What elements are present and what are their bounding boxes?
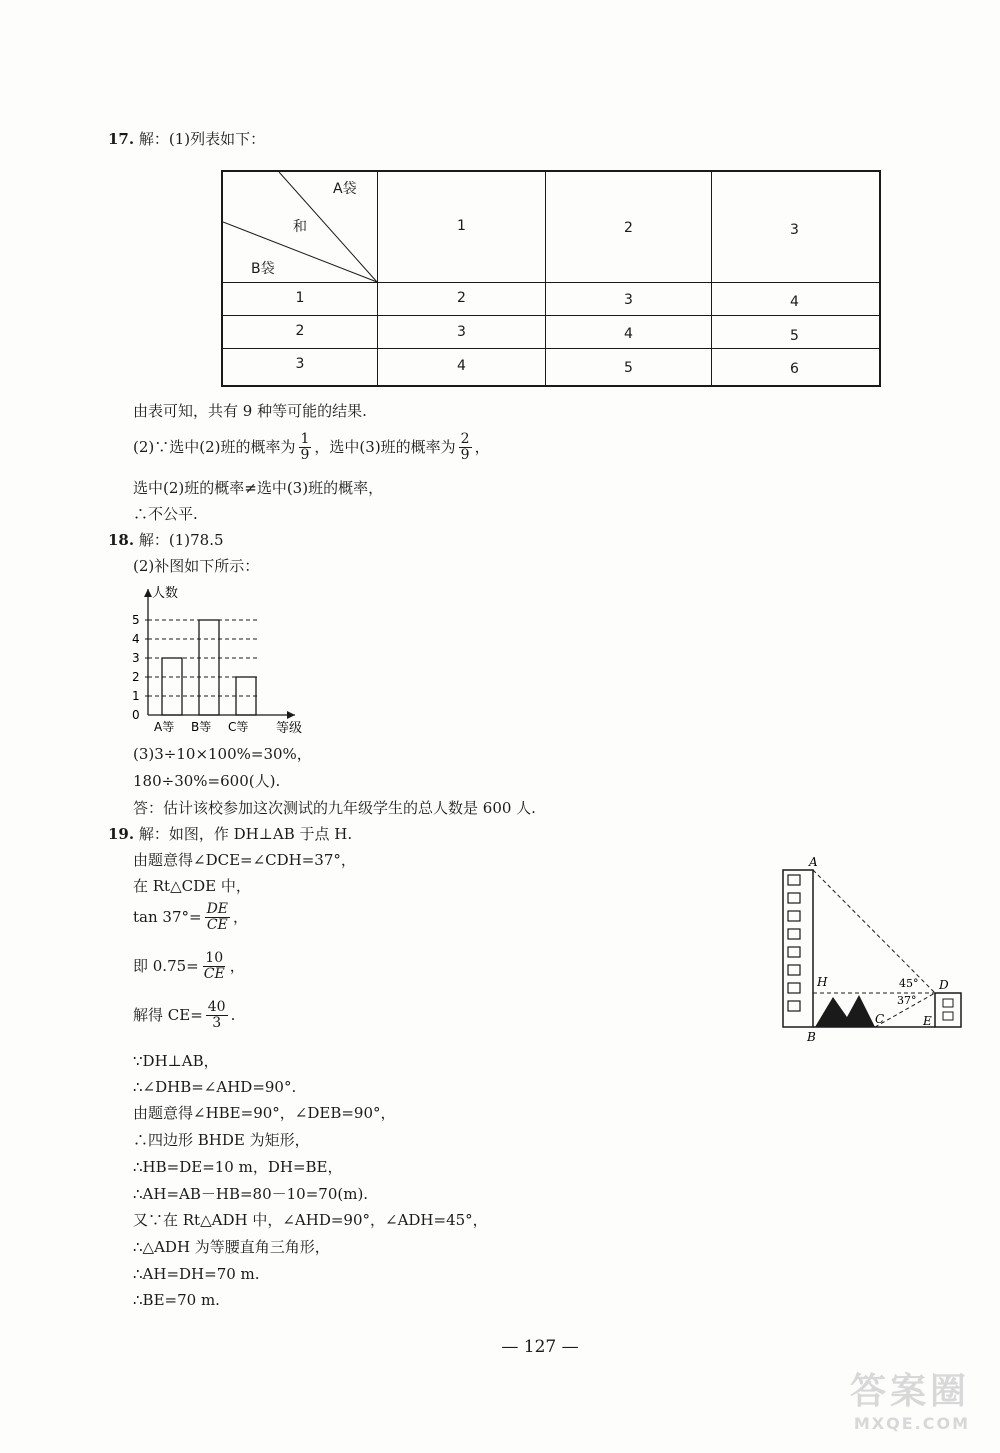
q19-line11: ∴HB=DE=10 m，DH=BE， <box>133 1158 343 1176</box>
chart-y-tick-label: 3 <box>132 651 140 665</box>
q19-line4-pre: tan 37°= <box>133 907 202 926</box>
corner-col-label: A袋 <box>333 181 357 197</box>
q19-number: 19. <box>108 825 135 843</box>
row-label: 2 <box>295 323 305 339</box>
q18-intro: 解：(1)78.5 <box>138 531 224 549</box>
frac-denominator: 9 <box>460 447 470 464</box>
point-b-label: B <box>807 1030 816 1044</box>
table-cell: 4 <box>790 294 799 310</box>
fraction-de-ce <box>205 902 230 934</box>
point-a-label: A <box>809 855 818 869</box>
frac-numerator: 1 <box>300 431 310 447</box>
q19-line5-pre: 即 0.75= <box>133 956 199 975</box>
col-header: 2 <box>624 220 633 236</box>
point-e-label: E <box>923 1014 932 1028</box>
q19-line6-pre: 解得 CE= <box>133 1005 203 1024</box>
q17-line4: ∴不公平. <box>133 505 198 523</box>
q19-line10: ∴四边形 BHDE 为矩形， <box>133 1131 310 1149</box>
watermark-logo <box>850 1363 970 1433</box>
q18-number: 18. <box>108 531 135 549</box>
angle-45-label: 45° <box>899 977 919 990</box>
frac-numerator: 40 <box>207 999 226 1015</box>
corner-row-label: B袋 <box>251 261 275 277</box>
angle-37-label: 37° <box>897 994 917 1007</box>
q18-line2: (2)补图如下所示： <box>133 557 260 575</box>
bar-chart <box>120 583 320 738</box>
table-cell: 5 <box>624 360 633 376</box>
table-row-divider <box>223 348 879 349</box>
chart-x-label: 等级 <box>276 721 303 736</box>
q19-line4 <box>133 902 248 934</box>
q17-line1: 由表可知，共有 9 种等可能的结果. <box>133 402 367 420</box>
watermark-line2: MXQE.COM <box>853 1414 970 1433</box>
q19-line3: 在 Rt△CDE 中， <box>133 877 251 895</box>
frac-denominator: CE <box>206 917 228 934</box>
frac-numerator: 10 <box>205 950 224 966</box>
chart-axes <box>132 589 295 734</box>
table-col-divider <box>711 172 712 385</box>
row-label: 1 <box>295 290 305 306</box>
chart-y-label: 人数 <box>152 586 179 601</box>
q17-line3: 选中(2)班的概率≠选中(3)班的概率， <box>133 479 384 497</box>
table-cell: 5 <box>790 328 799 344</box>
table-col-divider <box>545 172 546 385</box>
table-cell: 6 <box>790 361 799 377</box>
q19-line7: ∵DH⊥AB， <box>133 1052 219 1070</box>
fraction-40-3 <box>206 1000 228 1032</box>
q18-line4: 180÷30%=600(人). <box>133 772 281 790</box>
q19-heading <box>108 825 352 843</box>
table-row-divider <box>223 315 879 316</box>
q19-line13: 又∵在 Rt△ADH 中，∠AHD=90°，∠ADH=45°， <box>133 1211 488 1229</box>
q19-line5 <box>133 951 245 983</box>
q17-number: 17. <box>108 130 135 148</box>
q18-line5: 答：估计该校参加这次测试的九年级学生的总人数是 600 人. <box>133 799 536 817</box>
building-figure <box>775 855 970 1050</box>
q17-heading <box>108 130 265 148</box>
q19-line15: ∴AH=DH=70 m. <box>133 1265 260 1283</box>
table-cell: 4 <box>624 326 633 342</box>
q19-line5-post: ， <box>229 956 245 975</box>
fraction-10-ce <box>202 951 227 983</box>
q19-line6-post: . <box>230 1005 236 1024</box>
q19-line9: 由题意得∠HBE=90°，∠DEB=90°， <box>133 1104 396 1122</box>
q19-line14: ∴△ADH 为等腰直角三角形， <box>133 1238 330 1256</box>
fraction-two-ninths <box>459 432 472 464</box>
point-h-label: H <box>817 975 828 989</box>
building-windows <box>788 875 800 1011</box>
hills <box>815 995 875 1027</box>
chart-category-label: A等 <box>154 720 175 734</box>
chart-category-label: C等 <box>228 720 249 734</box>
table-cell: 3 <box>624 292 633 308</box>
table-cell: 3 <box>457 324 466 340</box>
chart-y-tick-label: 1 <box>132 689 140 703</box>
q17-line2 <box>133 432 490 464</box>
chart-y-tick-label: 2 <box>132 670 140 684</box>
q19-line8: ∴∠DHB=∠AHD=90°. <box>133 1078 297 1096</box>
row-label: 3 <box>295 356 305 372</box>
page-number: — 127 — <box>501 1337 579 1357</box>
q17-intro: 解：(1)列表如下： <box>138 130 266 148</box>
fraction-one-ninth <box>299 432 312 464</box>
chart-bar <box>199 620 219 715</box>
table-cell: 2 <box>457 290 466 306</box>
chart-bars <box>162 620 256 715</box>
frac-denominator: 3 <box>212 1015 222 1032</box>
frac-denominator: 9 <box>300 447 310 464</box>
point-c-label: C <box>875 1012 885 1026</box>
q19-line16: ∴BE=70 m. <box>133 1291 220 1309</box>
chart-y-tick-label: 0 <box>132 708 140 722</box>
table-cell: 4 <box>457 358 466 374</box>
q18-line3: (3)3÷10×100%=30%， <box>133 745 312 763</box>
q17-line2-c: ， <box>474 437 490 456</box>
q17-line2-b: ，选中(3)班的概率为 <box>314 437 456 456</box>
q19-line12: ∴AH=AB－HB=80－10=70(m). <box>133 1185 369 1203</box>
frac-denominator: CE <box>203 966 225 983</box>
corner-mid-label: 和 <box>293 219 307 235</box>
sum-table <box>221 170 881 387</box>
small-building <box>935 993 961 1027</box>
q17-line2-a: (2)∵选中(2)班的概率为 <box>133 437 296 456</box>
q19-line2: 由题意得∠DCE=∠CDH=37°， <box>133 851 356 869</box>
frac-numerator: 2 <box>460 431 470 447</box>
q19-line1: 解：如图，作 DH⊥AB 于点 H. <box>138 825 353 843</box>
q18-heading <box>108 531 224 549</box>
point-d-label: D <box>939 978 949 992</box>
q19-line6 <box>133 1000 235 1032</box>
chart-bar <box>162 658 182 715</box>
col-header: 1 <box>457 218 466 234</box>
q19-line4-post: ， <box>233 907 249 926</box>
chart-y-tick-label: 5 <box>132 613 140 627</box>
watermark-line1: 答案圈 <box>849 1371 970 1412</box>
chart-category-label: B等 <box>191 720 212 734</box>
chart-x-axis-arrow <box>287 711 295 719</box>
chart-y-tick-label: 4 <box>132 632 140 646</box>
col-header: 3 <box>790 222 799 238</box>
chart-y-axis-arrow <box>144 589 152 597</box>
frac-numerator: DE <box>206 901 229 917</box>
